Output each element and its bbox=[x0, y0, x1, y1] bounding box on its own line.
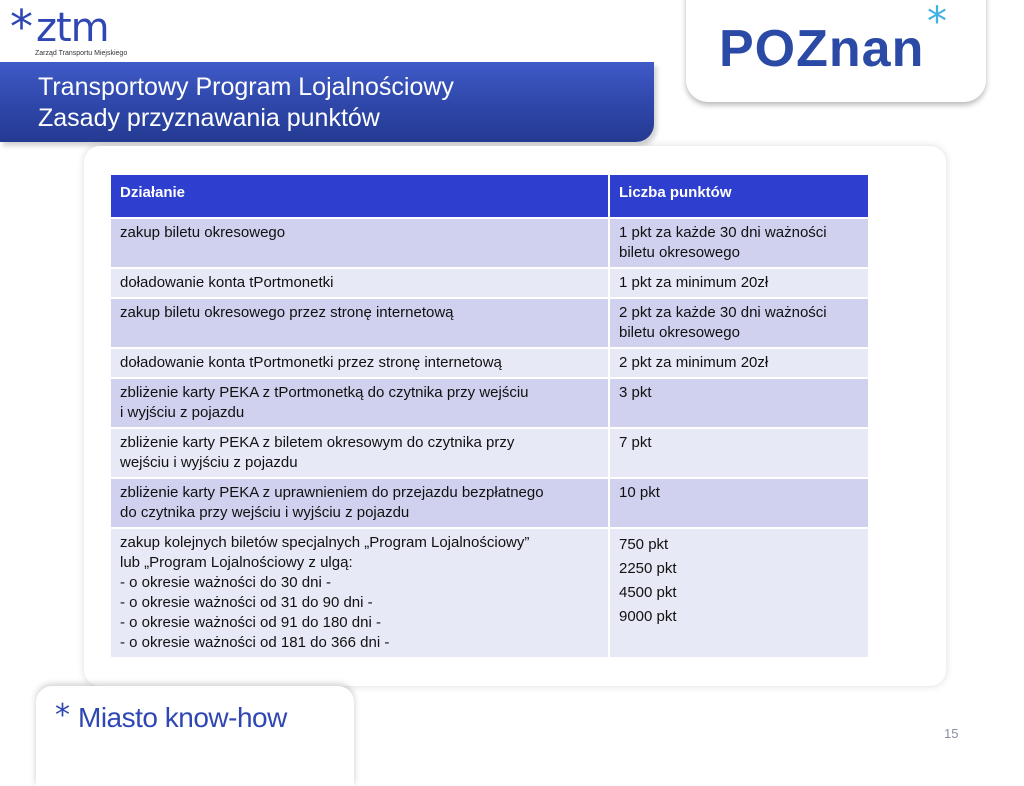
poznan-logo-word: POZnan bbox=[719, 20, 925, 78]
points-cell: 1 pkt za każde 30 dni ważności biletu okresowego bbox=[609, 218, 869, 268]
action-cell: zakup biletu okresowego bbox=[110, 218, 609, 268]
table-header-row bbox=[110, 174, 869, 218]
table-row bbox=[110, 378, 869, 428]
action-cell: zakup biletu okresowego przez stronę internetową bbox=[110, 298, 609, 348]
action-cell: zakup kolejnych biletów specjalnych „Program Lojalnościowy” lub „Program Lojalnościowy z ulgą: - o okresie ważności do 30 dni - - o okresie ważności od 31 do 90 dni - - o okresie ważności od 91 do 180 dni - - o okresie ważności od 181 do 366 dni - bbox=[110, 528, 609, 658]
poznan-star-icon: * bbox=[927, 0, 947, 45]
table-row bbox=[110, 348, 869, 378]
header-points: Liczba punktów bbox=[609, 174, 869, 218]
action-cell: doładowanie konta tPortmonetki bbox=[110, 268, 609, 298]
points-table bbox=[109, 173, 870, 659]
ztm-star-icon: * bbox=[10, 0, 33, 54]
miasto-star-icon: * bbox=[55, 698, 70, 733]
slide-subtitle: Zasady przyznawania punktów bbox=[38, 104, 380, 132]
table-row bbox=[110, 528, 869, 658]
action-cell: doładowanie konta tPortmonetki przez stronę internetową bbox=[110, 348, 609, 378]
points-cell: 7 pkt bbox=[609, 428, 869, 478]
points-cell: 1 pkt za minimum 20zł bbox=[609, 268, 869, 298]
page-number: 15 bbox=[944, 726, 959, 741]
table-row bbox=[110, 298, 869, 348]
title-bar bbox=[0, 62, 654, 142]
points-cell: 2 pkt za każde 30 dni ważności biletu okresowego bbox=[609, 298, 869, 348]
points-cell: 10 pkt bbox=[609, 478, 869, 528]
header-action: Działanie bbox=[110, 174, 609, 218]
action-cell: zbliżenie karty PEKA z uprawnieniem do przejazdu bezpłatnego do czytnika przy wejściu i wyjściu z pojazdu bbox=[110, 478, 609, 528]
action-cell: zbliżenie karty PEKA z biletem okresowym do czytnika przy wejściu i wyjściu z pojazdu bbox=[110, 428, 609, 478]
ztm-logo-subtitle: Zarząd Transportu Miejskiego bbox=[35, 50, 128, 57]
ztm-logo-word: ztm bbox=[36, 5, 109, 51]
table-row bbox=[110, 268, 869, 298]
table-row bbox=[110, 478, 869, 528]
points-cell: 3 pkt bbox=[609, 378, 869, 428]
points-value: 2250 pkt bbox=[619, 560, 677, 577]
points-value: 9000 pkt bbox=[619, 608, 677, 625]
slide-title: Transportowy Program Lojalnościowy bbox=[38, 73, 454, 101]
table-row bbox=[110, 218, 869, 268]
points-value: 4500 pkt bbox=[619, 584, 677, 601]
miasto-logo-card bbox=[36, 686, 354, 786]
points-value: 750 pkt bbox=[619, 536, 669, 553]
points-cell: 2 pkt za minimum 20zł bbox=[609, 348, 869, 378]
points-cell bbox=[609, 528, 869, 658]
action-cell: zbliżenie karty PEKA z tPortmonetką do czytnika przy wejściu i wyjściu z pojazdu bbox=[110, 378, 609, 428]
table-row bbox=[110, 428, 869, 478]
ztm-logo bbox=[6, 0, 146, 62]
miasto-logo-text: Miasto know-how bbox=[78, 702, 287, 733]
